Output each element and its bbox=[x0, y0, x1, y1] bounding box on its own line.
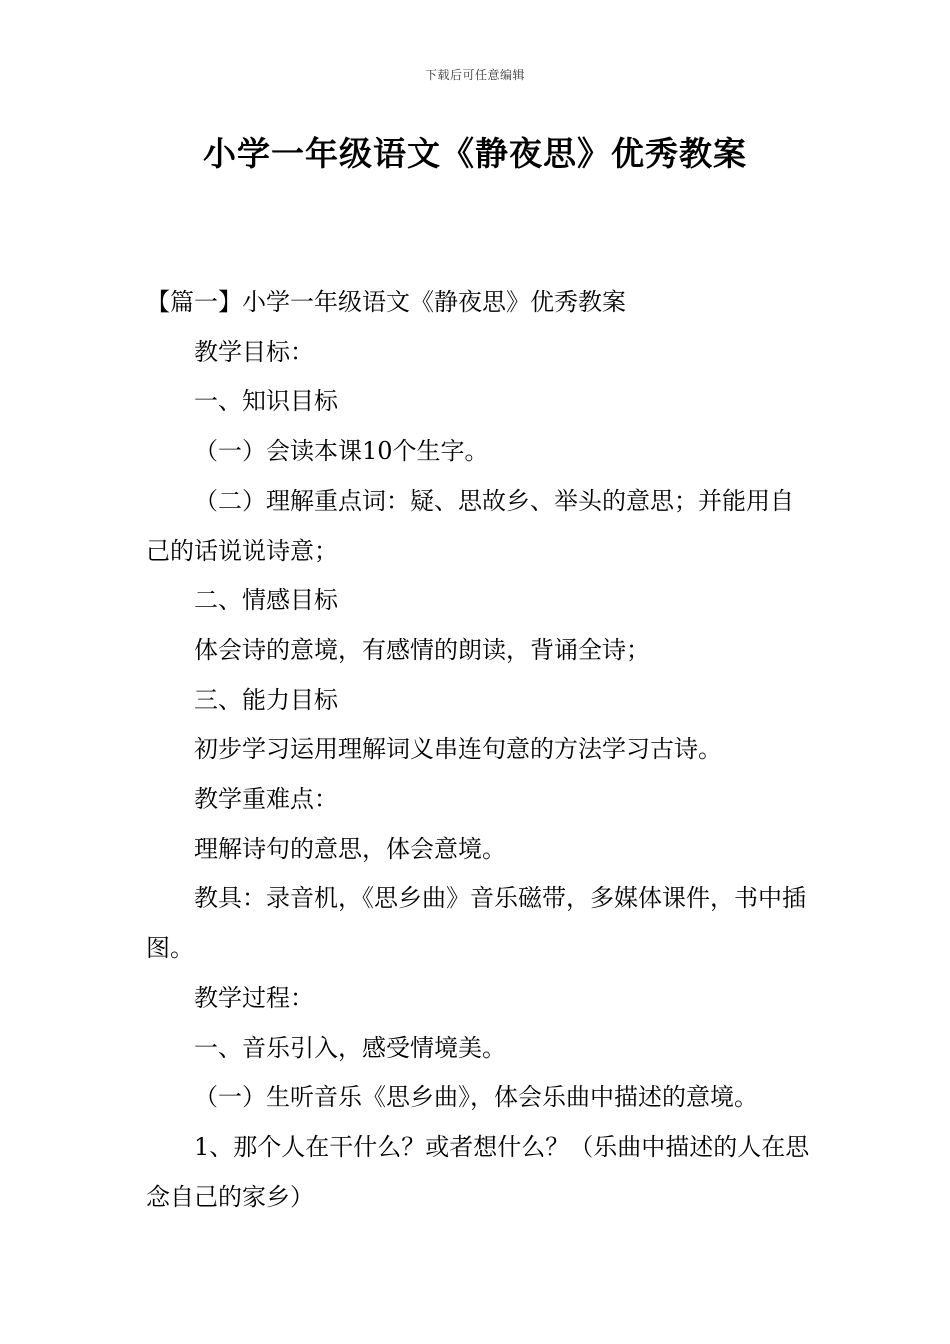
paragraph: 教学过程： bbox=[194, 983, 314, 1012]
header-note: 下载后可任意编辑 bbox=[424, 68, 525, 82]
paragraph: （二）理解重点词：疑、思故乡、举头的意思；并能用自己的话说说诗意； bbox=[146, 486, 794, 565]
document-body bbox=[146, 278, 810, 1222]
document-title: 小学一年级语文《静夜思》优秀教案 bbox=[203, 134, 747, 173]
section-heading: 【篇一】小学一年级语文《静夜思》优秀教案 bbox=[146, 288, 626, 316]
paragraph: 教具：录音机，《思乡曲》音乐磁带，多媒体课件，书中插图。 bbox=[146, 884, 806, 963]
paragraph: 一、知识目标 bbox=[194, 387, 338, 416]
paragraph: 二、情感目标 bbox=[194, 586, 338, 615]
paragraph: 初步学习运用理解词义串连句意的方法学习古诗。 bbox=[194, 735, 722, 764]
paragraph: 一、音乐引入，感受情境美。 bbox=[194, 1033, 506, 1062]
paragraph: 教学目标： bbox=[194, 337, 314, 366]
paragraph: 教学重难点： bbox=[194, 785, 338, 814]
paragraph: （一）生听音乐《思乡曲》，体会乐曲中描述的意境。 bbox=[194, 1083, 758, 1112]
paragraph: 理解诗句的意思，体会意境。 bbox=[194, 834, 506, 863]
paragraph: 1、那个人在干什么？或者想什么？（乐曲中描述的人在思念自己的家乡） bbox=[146, 1132, 810, 1211]
paragraph: 体会诗的意境，有感情的朗读，背诵全诗； bbox=[194, 635, 650, 664]
paragraph: （一）会读本课10个生字。 bbox=[194, 437, 489, 466]
paragraph: 三、能力目标 bbox=[194, 685, 338, 714]
